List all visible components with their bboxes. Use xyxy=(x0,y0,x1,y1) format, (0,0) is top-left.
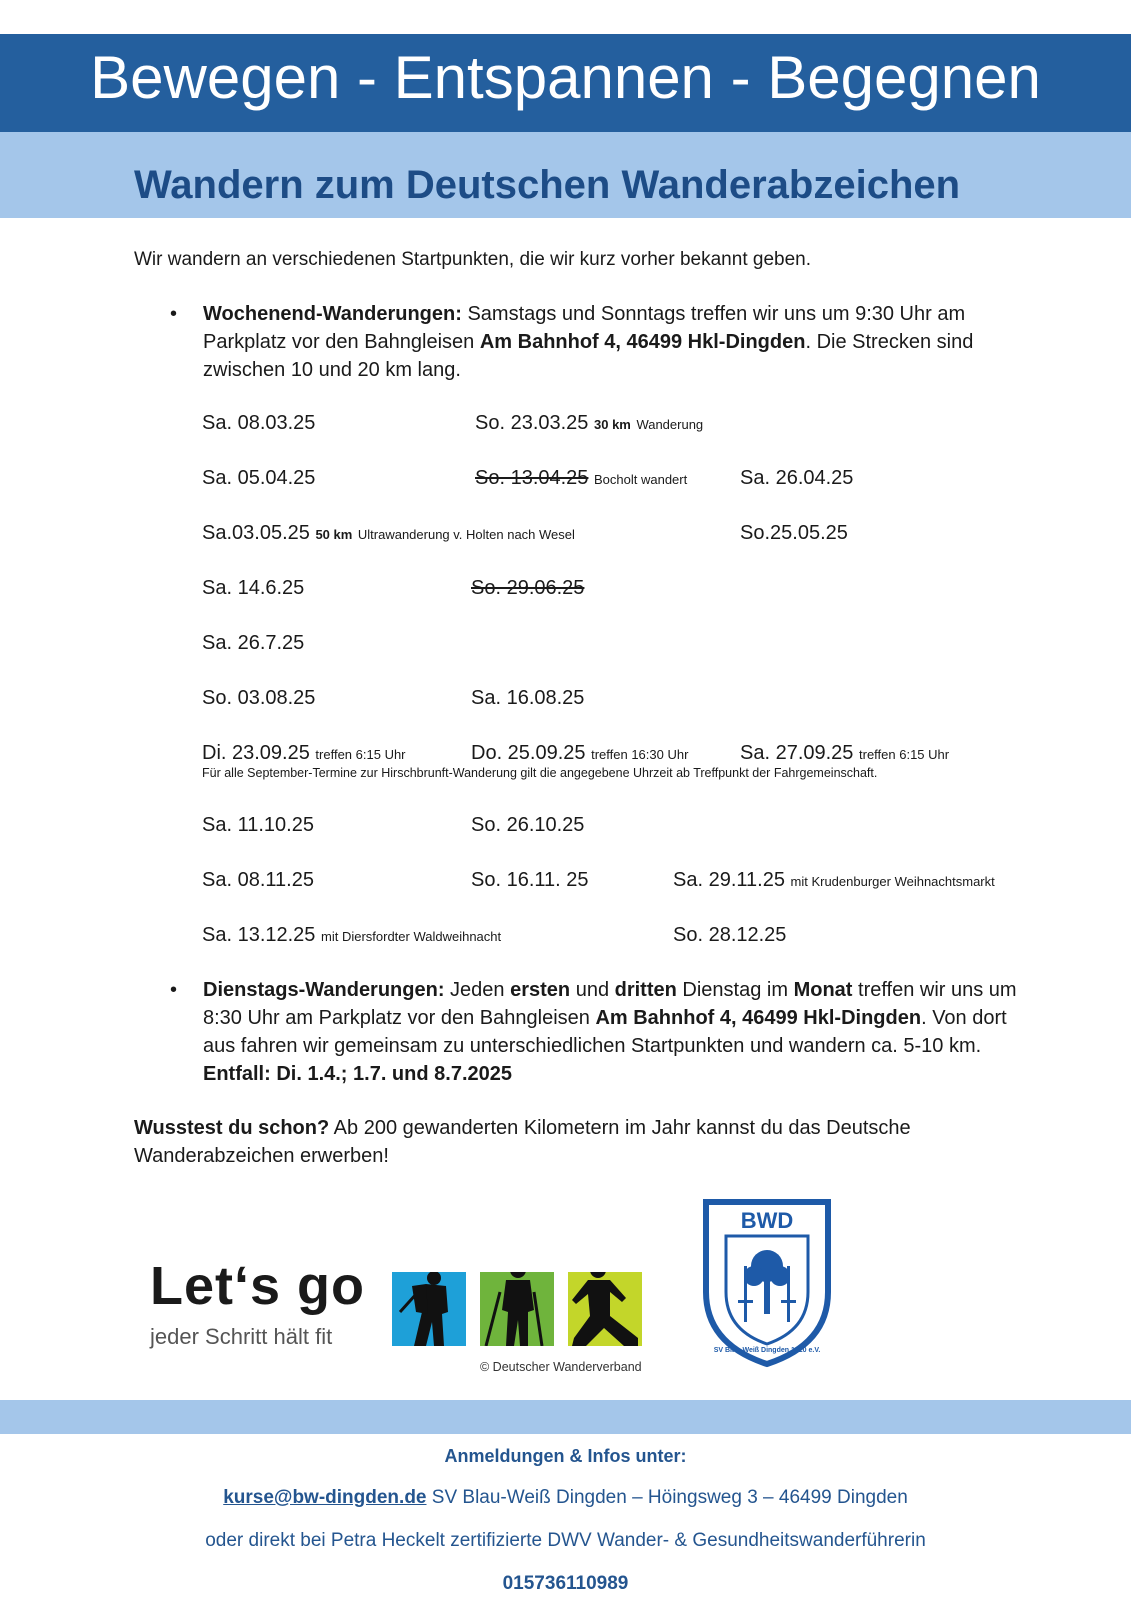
weekend-text-a: Samstags und Sonntags treffen wir uns um 9:30 Uhr am Parkplatz vor den Bahngleisen xyxy=(203,303,966,353)
tuesday-text: Jeden xyxy=(444,979,511,1001)
distance: 50 km xyxy=(315,527,353,542)
bullet-tuesday: • xyxy=(170,979,178,1001)
date-row-3a xyxy=(202,520,575,548)
date-note: Bocholt wandert xyxy=(594,472,688,487)
weekend-address: Am Bahnhof 4, 46499 Hkl-Dingden xyxy=(479,331,806,353)
nordic-walker-icon xyxy=(480,1272,554,1346)
club-address: SV Blau-Weiß Dingden – Höingsweg 3 – 46499 Dingden xyxy=(426,1487,908,1508)
date-row-1a: Sa. 08.03.25 xyxy=(202,412,316,434)
date-row-6b: Sa. 16.08.25 xyxy=(471,687,585,709)
date-row-10c: So. 28.12.25 xyxy=(673,924,787,946)
tuesday-text: . Von dort aus fahren wir gemeinsam zu unterschiedlichen Startpunkten und wandern ca. 5-10 km. xyxy=(203,1007,1007,1057)
date-row-1b xyxy=(475,410,703,438)
date-row-10a xyxy=(202,922,501,950)
september-note: Für alle September-Termine zur Hirschbrunft-Wanderung gilt die angegebene Uhrzeit ab Treffpunkt der Fahrgemeinschaft. xyxy=(202,766,878,780)
date-row-6a: So. 03.08.25 xyxy=(202,687,316,709)
weekend-paragraph xyxy=(203,300,1003,384)
knowledge-paragraph xyxy=(134,1114,954,1170)
date-row-7c xyxy=(740,740,949,768)
walker-silhouette xyxy=(480,1272,554,1346)
date-row-2b xyxy=(475,465,687,493)
page-subtitle: Wandern zum Deutschen Wanderabzeichen xyxy=(134,163,961,207)
stretching-figure-icon xyxy=(568,1272,642,1346)
cancelled-date: So. 13.04.25 xyxy=(475,467,589,489)
date: Di. 23.09.25 xyxy=(202,742,310,764)
tuesday-emphasis: Monat xyxy=(793,979,853,1001)
email-link[interactable]: kurse@bw-dingden.de xyxy=(223,1487,427,1508)
tuesday-text: und xyxy=(570,979,615,1001)
knowledge-label: Wusstest du schon? xyxy=(134,1117,330,1139)
tuesday-label: Dienstags-Wanderungen: xyxy=(203,979,445,1001)
date-note: mit Diersfordter Waldweihnacht xyxy=(321,929,502,944)
dwv-copyright: © Deutscher Wanderverband xyxy=(480,1360,642,1374)
club-abbreviation: BWD xyxy=(740,1208,794,1233)
date: Sa.03.05.25 xyxy=(202,522,310,544)
footer-heading: Anmeldungen & Infos unter: xyxy=(444,1446,687,1466)
date-row-2a: Sa. 05.04.25 xyxy=(202,467,316,489)
bullet-weekend: • xyxy=(170,303,178,325)
page-title: Bewegen - Entspannen - Begegnen xyxy=(90,44,1041,111)
date-row-3c: So.25.05.25 xyxy=(740,522,848,544)
date-row-4b: So. 29.06.25 xyxy=(471,577,585,599)
club-ring-text: SV Blau-Weiß Dingden 1920 e.V. xyxy=(713,1347,821,1354)
date: Sa. 29.11.25 xyxy=(673,869,785,891)
hiker-backpack-icon xyxy=(392,1272,466,1346)
club-crest-logo xyxy=(700,1196,834,1368)
date-row-8a: Sa. 11.10.25 xyxy=(202,814,314,836)
date-row-4a: Sa. 14.6.25 xyxy=(202,577,305,599)
date-note: treffen 16:30 Uhr xyxy=(591,747,689,762)
date-row-9a: Sa. 08.11.25 xyxy=(202,869,314,891)
date-note: Wanderung xyxy=(636,417,704,432)
hiker-silhouette xyxy=(392,1272,466,1346)
date-row-9c xyxy=(673,867,995,895)
date-row-2c: Sa. 26.04.25 xyxy=(740,467,854,489)
date-row-7b xyxy=(471,740,688,768)
weekend-label: Wochenend-Wanderungen: xyxy=(203,303,462,325)
date-row-8b: So. 26.10.25 xyxy=(471,814,585,836)
weekend-text-b: . Die Strecken sind zwischen 10 und 20 km lang. xyxy=(203,331,974,381)
date-note: treffen 6:15 Uhr xyxy=(859,747,950,762)
date: Sa. 27.09.25 xyxy=(740,742,854,764)
lets-go-logo: Let‘s go xyxy=(150,1256,366,1316)
intro-text: Wir wandern an verschiedenen Startpunkten, die wir kurz vorher bekannt geben. xyxy=(134,249,811,270)
distance: 30 km xyxy=(594,417,631,432)
knowledge-text: Ab 200 gewanderten Kilometern im Jahr kannst du das Deutsche Wanderabzeichen erwerben! xyxy=(134,1117,911,1167)
date-note: treffen 6:15 Uhr xyxy=(315,747,406,762)
date: Sa. 13.12.25 xyxy=(202,924,316,946)
tuesday-paragraph xyxy=(203,976,1043,1088)
tuesday-text: treffen wir uns um 8:30 Uhr am Parkplatz vor den Bahngleisen xyxy=(203,979,1017,1029)
date: So. 23.03.25 xyxy=(475,412,589,434)
lets-go-tagline: jeder Schritt hält fit xyxy=(150,1324,333,1349)
date-row-7a xyxy=(202,740,406,768)
date-note: Ultrawanderung v. Holten nach Wesel xyxy=(357,527,575,542)
tuesday-emphasis: dritten xyxy=(614,979,677,1001)
tuesday-text: Dienstag im xyxy=(676,979,794,1001)
date-note: mit Krudenburger Weihnachtsmarkt xyxy=(790,874,995,889)
footer-contact-line xyxy=(0,1485,1131,1511)
date: Do. 25.09.25 xyxy=(471,742,586,764)
footer-band xyxy=(0,1400,1131,1434)
footer-guide: oder direkt bei Petra Heckelt zertifizierte DWV Wander- & Gesundheitswanderführerin xyxy=(205,1530,926,1551)
footer-phone: 015736110989 xyxy=(502,1573,629,1594)
date-row-5a: Sa. 26.7.25 xyxy=(202,632,305,654)
tuesday-address: Am Bahnhof 4, 46499 Hkl-Dingden xyxy=(595,1007,922,1029)
tuesday-cancellations: Entfall: Di. 1.4.; 1.7. und 8.7.2025 xyxy=(203,1063,512,1085)
date-row-9b: So. 16.11. 25 xyxy=(471,869,589,891)
stretch-silhouette xyxy=(568,1272,642,1346)
tuesday-emphasis: ersten xyxy=(510,979,571,1001)
